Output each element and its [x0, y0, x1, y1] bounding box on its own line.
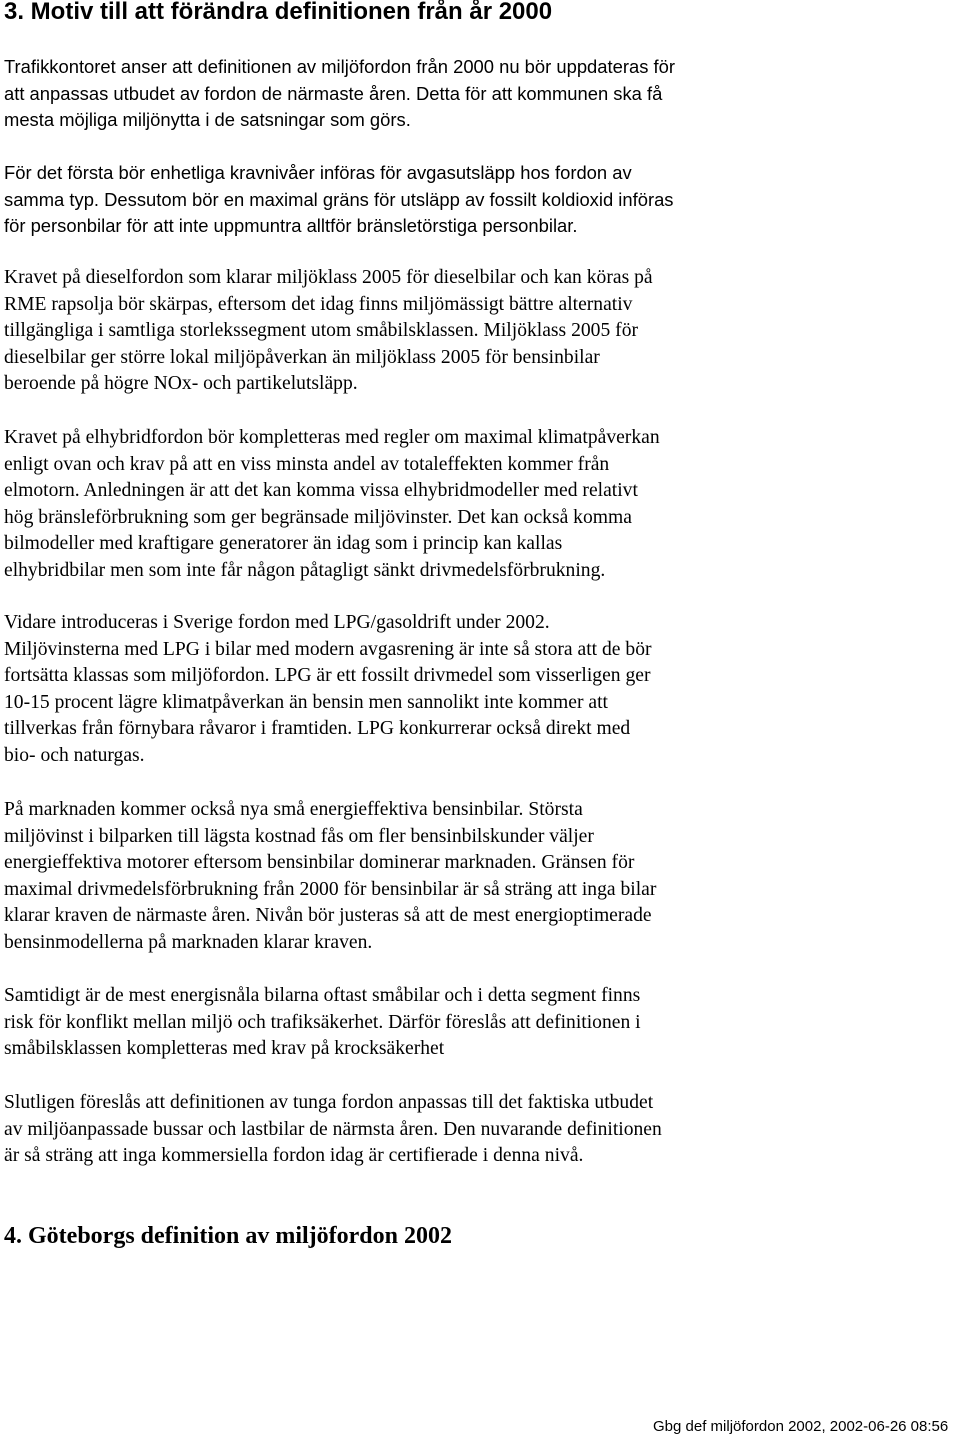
paragraph-line: mesta möjliga miljönytta i de satsningar som görs.: [4, 109, 411, 130]
paragraph-line: maximal drivmedelsförbrukning från 2000 för bensinbilar är så sträng att inga bilar: [4, 878, 657, 900]
paragraph-2: [4, 160, 956, 240]
paragraph-line: klarar kraven de närmaste åren. Nivån bör justeras så att de mest energioptimerade: [4, 905, 652, 926]
paragraph-line: Kravet på dieselfordon som klarar miljöklass 2005 för dieselbilar och kan köras på: [4, 267, 653, 288]
paragraph-6: [4, 797, 956, 956]
paragraph-line: av miljöanpassade bussar och lastbilar de närmsta åren. Den nuvarande definitionen: [4, 1118, 662, 1140]
paragraph-line: energieffektiva motorer eftersom bensinbilar dominerar marknaden. Gränsen för: [4, 852, 635, 873]
paragraph-line: Slutligen föreslås att definitionen av tunga fordon anpassas till det faktiska utbudet: [4, 1092, 654, 1113]
paragraph-line: för personbilar för att inte uppmuntra alltför bränsletörstiga personbilar.: [4, 215, 578, 236]
paragraph-3: [4, 265, 956, 398]
paragraph-line: Trafikkontoret anser att definitionen av miljöfordon från 2000 nu bör uppdateras för: [4, 56, 675, 77]
paragraph-line: är så sträng att inga kommersiella fordon idag är certifierade i denna nivå.: [4, 1145, 584, 1166]
page-footer: Gbg def miljöfordon 2002, 2002-06-26 08:56: [653, 1418, 949, 1435]
paragraph-line: miljövinst i bilparken till lägsta kostnad fås om fler bensinbilskunder väljer: [4, 825, 594, 847]
paragraph-5: [4, 610, 956, 769]
paragraph-line: hög bränsleförbrukning som ger begränsade miljövinster. Det kan också komma: [4, 506, 632, 528]
section-4-heading: 4. Göteborgs definition av miljöfordon 2002: [4, 1223, 452, 1249]
paragraph-line: beroende på högre NOx- och partikelutsläpp.: [4, 373, 358, 394]
paragraph-line: elmotorn. Anledningen är att det kan komma vissa elhybridmodeller med relativt: [4, 480, 638, 501]
paragraph-line: 10-15 procent lägre klimatpåverkan än bensin men sannolikt inte kommer att: [4, 691, 608, 713]
paragraph-line: bilmodeller med kraftigare generatorer än idag som i princip kan kallas: [4, 533, 563, 554]
paragraph-4: [4, 425, 956, 584]
paragraph-line: Vidare introduceras i Sverige fordon med LPG/gasoldrift under 2002.: [4, 612, 550, 633]
paragraph-7: [4, 983, 956, 1063]
section-3-heading: 3. Motiv till att förändra definitionen från år 2000: [4, 0, 553, 25]
paragraph-line: risk för konflikt mellan miljö och trafiksäkerhet. Därför föreslås att definitionen i: [4, 1011, 641, 1033]
paragraph-line: fortsätta klassas som miljöfordon. LPG är ett fossilt drivmedel som visserligen ger: [4, 665, 651, 686]
paragraph-line: RME rapsolja bör skärpas, eftersom det idag finns miljömässigt bättre alternativ: [4, 293, 633, 315]
paragraph-line: Miljövinsterna med LPG i bilar med modern avgasrening är inte så stora att de bör: [4, 638, 652, 660]
paragraph-1: [4, 54, 956, 134]
paragraph-line: För det första bör enhetliga kravnivåer införas för avgasutsläpp hos fordon av: [4, 162, 632, 183]
paragraph-line: Samtidigt är de mest energisnåla bilarna oftast småbilar och i detta segment finns: [4, 985, 641, 1006]
paragraph-line: enligt ovan och krav på att en viss minsta andel av totaleffekten kommer från: [4, 453, 610, 475]
paragraph-line: elhybridbilar men som inte får någon påtagligt sänkt drivmedelsförbrukning.: [4, 559, 606, 581]
paragraph-line: bio- och naturgas.: [4, 744, 145, 766]
paragraph-line: På marknaden kommer också nya små energieffektiva bensinbilar. Största: [4, 799, 583, 820]
paragraph-line: att anpassas utbudet av fordon de närmaste åren. Detta för att kommunen ska få: [4, 82, 663, 104]
paragraph-line: samma typ. Dessutom bör en maximal gräns för utsläpp av fossilt koldioxid införas: [4, 188, 674, 210]
paragraph-line: småbilsklassen kompletteras med krav på krocksäkerhet: [4, 1038, 445, 1059]
paragraph-8: [4, 1090, 956, 1170]
paragraph-line: tillverkas från förnybara råvaror i framtiden. LPG konkurrerar också direkt med: [4, 718, 631, 739]
paragraph-line: tillgängliga i samtliga storlekssegment utom småbilsklassen. Miljöklass 2005 för: [4, 320, 639, 341]
paragraph-line: Kravet på elhybridfordon bör kompletteras med regler om maximal klimatpåverkan: [4, 427, 660, 448]
paragraph-line: dieselbilar ger större lokal miljöpåverkan än miljöklass 2005 för bensinbilar: [4, 346, 600, 368]
paragraph-line: bensinmodellerna på marknaden klarar kraven.: [4, 931, 373, 953]
